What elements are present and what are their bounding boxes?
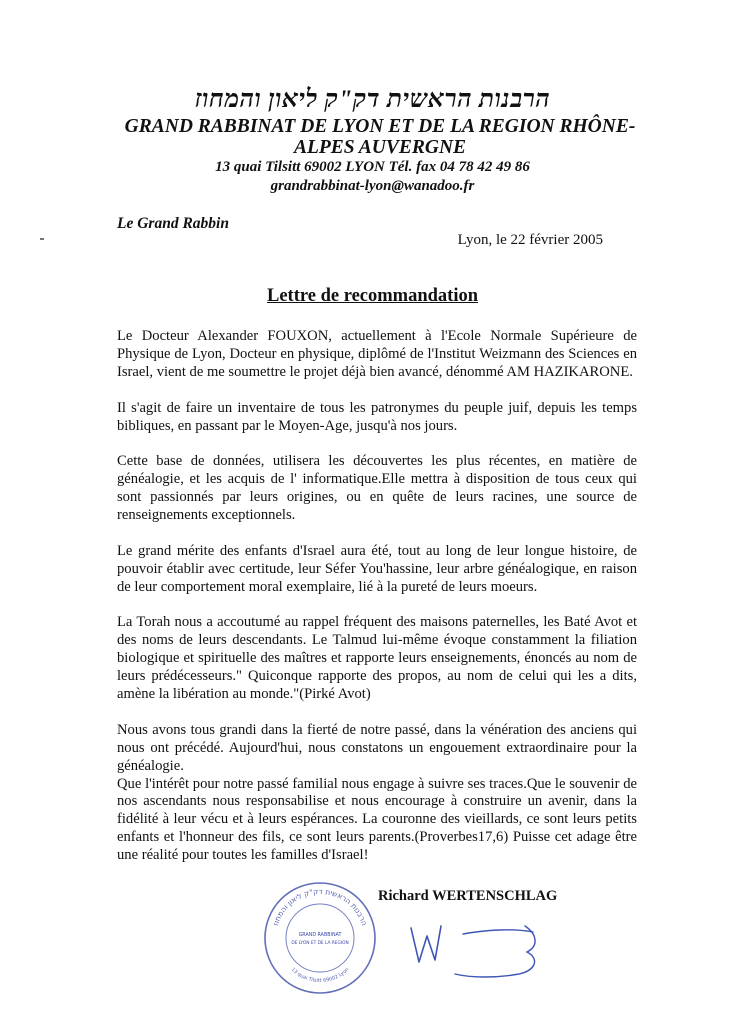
letterhead-organization: GRAND RABBINAT DE LYON ET DE LA REGION RHÔNE-ALPES AUVERGNE (124, 116, 636, 158)
handwritten-signature (405, 912, 555, 984)
official-seal-stamp (262, 880, 378, 996)
letterhead-contact (0, 158, 745, 196)
paragraph-6: Nous avons tous grandi dans la fierté de notre passé, dans la vénération des anciens qui nous ont précédé. Aujourd'hui, nous constatons un engouement extraordinaire pour la généalogie. (117, 721, 637, 774)
seal-line-1: GRAND RABBINAT (298, 933, 342, 938)
signer-name: Richard WERTENSCHLAG (378, 888, 558, 904)
sender-title: Le Grand Rabbin (117, 215, 229, 232)
letter-title: Lettre de recommandation (267, 286, 478, 306)
letterhead-hebrew-name: הרבנות הראשית דק"ק ליאון והמחוז (194, 86, 551, 113)
letter-date: Lyon, le 22 février 2005 (457, 232, 603, 248)
letter-body (117, 328, 637, 883)
scan-artifact-mark (40, 238, 44, 240)
svg-text:13 quai Tilsitt 69002 Lyon (290, 967, 351, 984)
letterhead-address: 13 quai Tilsitt 69002 LYON Tél. fax 04 78 42 49 86 (215, 159, 530, 175)
seal-line-2: DE LYON ET DE LA REGION (291, 941, 349, 946)
paragraph-7: Que l'intérêt pour notre passé familial nous engage à suivre ses traces.Que le souvenir de nos ascendants nous responsabilise et nous encourage à construire un avenir, dans la fidélité à leur vécu et à leurs espérances. La couronne des vieillards, ce sont leurs petits enfants et l'honneur des fils, ce sont leurs parents.(Proverbes17,6) Puisse cet adage être une réalité pour toutes les familles d'Israel! (117, 775, 637, 864)
seal-bottom-text: 13 quai Tilsitt 69002 Lyon (289, 966, 351, 985)
paragraph-5: La Torah nous a accoutumé au rappel fréquent des maisons paternelles, les Baté Avot et des noms de leurs descendants. Le Talmud lui-même évoque constamment la filiation biologique et spirituelle des maîtres et rapporte leurs enseignements, énoncés au nom de leurs prédécesseurs." Quiconque rapporte des propos, au nom de celui qui les a dits, amène la libération au monde."(Pirké Avot) (117, 614, 637, 703)
paragraph-4: Le grand mérite des enfants d'Israel aura été, tout au long de leur longue histoire, de pouvoir établir avec certitude, leur Séfer You'hassine, leur arbre généalogique, en raison de leur comportement moral exemplaire, lié à la pureté de leurs moeurs. (117, 542, 637, 595)
seal-ring-text: הרבנות הראשית דק"ק ליאון והמחוז (270, 886, 370, 927)
letterhead-email: grandrabbinat-lyon@wanadoo.fr (270, 178, 475, 194)
paragraph-2: Il s'agit de faire un inventaire de tous les patronymes du peuple juif, depuis les temps bibliques, en passant par le Moyen-Age, jusqu'à nos jours. (117, 399, 637, 434)
svg-text:הרבנות הראשית דק"ק ליאון והמחו (271, 887, 369, 927)
paragraph-3: Cette base de données, utilisera les découvertes les plus récentes, en matière de généalogie, et les acquis de l' informatique.Elle mettra à disposition de tous ceux qui sont passionnés par leurs origines, ou en quête de leurs racines, une source de renseignements exceptionnels. (117, 453, 637, 524)
paragraph-1: Le Docteur Alexander FOUXON, actuellement à l'Ecole Normale Supérieure de Physique de Lyon, Docteur en physique, diplômé de l'Institut Weizmann des Sciences en Israel, vient de me soumettre le projet déjà bien avancé, dénommé AM HAZIKARONE. (117, 328, 637, 380)
